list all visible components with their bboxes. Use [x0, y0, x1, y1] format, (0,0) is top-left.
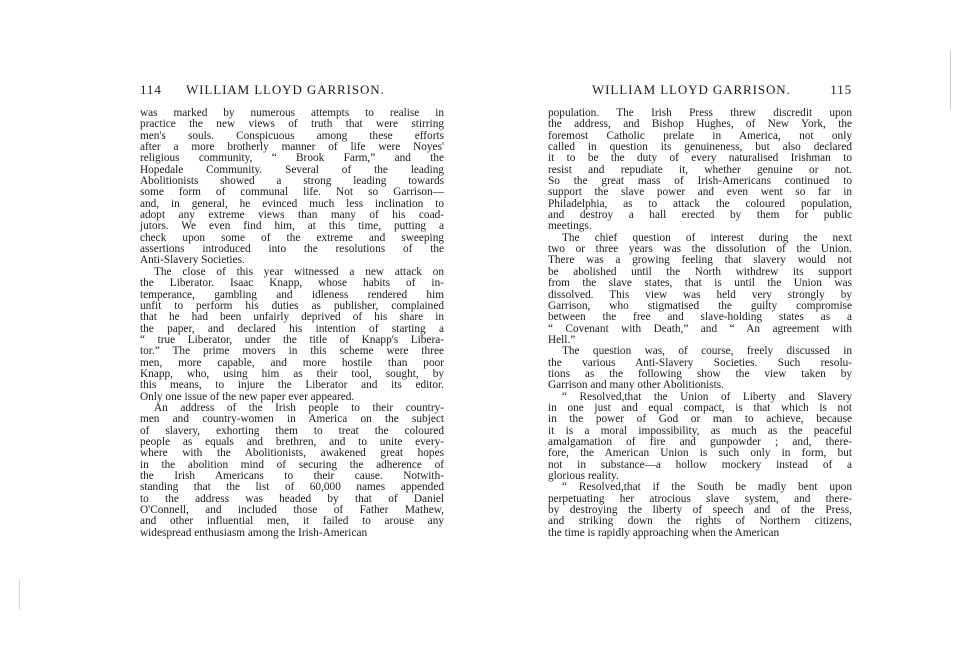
- text-line: tor.” The prime movers in this scheme were three: [140, 345, 444, 358]
- text-line: the paper, and declared his intention of starting a: [140, 322, 444, 335]
- text-line: “ Resolved,that if the South be madly bent upon: [562, 481, 852, 494]
- text-line: by destroying the liberty of speech and of the Press,: [548, 504, 852, 517]
- text-line: Philadelphia, as to attack the coloured population,: [548, 197, 852, 210]
- text-line: two or three years was the dissolution of the Union.: [548, 243, 852, 256]
- text-line: support the slave power and even went so far in: [548, 186, 852, 199]
- text-line: “ Covenant with Death,” and “ An agreement with: [548, 322, 852, 335]
- text-line: The chief question of interest during the next: [562, 231, 852, 244]
- text-line: practice the new views of truth that were stirring: [140, 118, 444, 131]
- right-page-header: [548, 82, 852, 100]
- text-line: men's souls. Conspicuous among these efforts: [140, 129, 444, 142]
- text-line: the various Anti-Slavery Societies. Such resolu-: [548, 356, 852, 369]
- text-line: it is a moral impossibility, as much as the peaceful: [548, 424, 852, 437]
- text-line: There was a growing feeling that slavery would not: [548, 254, 852, 267]
- text-line: Garrison, who stigmatised the guilty compromise: [548, 299, 852, 312]
- text-line: was marked by numerous attempts to realise in: [140, 107, 444, 119]
- text-line: Anti-Slavery Societies.: [140, 254, 245, 267]
- page-number: 115: [830, 82, 852, 97]
- left-page-header: [140, 82, 444, 100]
- text-line: adopt any extreme views than many of his coad-: [140, 209, 444, 222]
- text-line: Only one issue of the new paper ever appeared.: [140, 390, 355, 403]
- running-head: WILLIAM LLOYD GARRISON.: [592, 82, 791, 97]
- text-line: people as equals and brethren, and to unite every-: [140, 435, 444, 448]
- text-line: in the abolition mind of securing the adherence of: [140, 458, 444, 471]
- text-line: and other influential men, it failed to arouse any: [140, 515, 444, 528]
- text-line: the Liberator. Isaac Knapp, whose habits of in-: [140, 277, 444, 290]
- text-line: fore, the American Union is such only in form, but: [548, 447, 852, 460]
- text-line: check upon some of the extreme and sweeping: [140, 231, 444, 244]
- text-line: to the address was headed by that of Daniel: [140, 492, 444, 505]
- text-line: standing that the list of 60,000 names appended: [140, 481, 444, 494]
- text-line: the address, and Bishop Hughes, of New York, the: [548, 118, 852, 131]
- text-line: “ Resolved,that the Union of Liberty and Slavery: [562, 390, 852, 403]
- text-line: religious community, “ Brook Farm,” and the: [140, 152, 444, 165]
- text-line: and striking down the rights of Northern citizens,: [548, 515, 852, 528]
- text-line: some form of communal life. Not so Garrison—: [140, 186, 444, 199]
- text-line: dissolved. This view was held very strongly by: [548, 288, 852, 301]
- text-line: in one just and equal compact, is that which is not: [548, 401, 852, 414]
- text-line: where with the Abolitionists, awakened great hopes: [140, 447, 444, 460]
- text-line: the time is rapidly approaching when the American: [548, 526, 780, 539]
- text-line: O'Connell, and included those of Father Mathew,: [140, 504, 444, 517]
- left-page-body: [140, 108, 444, 539]
- margin-speck: [950, 50, 951, 110]
- text-line: of slavery, exhorting them to treat the coloured: [140, 424, 444, 437]
- text-line: after a more brotherly manner of life were Noyes': [140, 141, 444, 154]
- text-line: So the great mass of Irish-Americans continued to: [548, 175, 852, 188]
- text-line: The close of this year witnessed a new attack on: [154, 265, 444, 278]
- text-line: foremost Catholic prelate in America, not only: [548, 129, 852, 142]
- text-line: from the slave states, that is until the Union was: [548, 277, 852, 290]
- text-line: not in substance—a hollow mockery instead of a: [548, 458, 852, 471]
- page-number: 114: [140, 82, 162, 97]
- text-line: the Irish Americans to their cause. Notwith-: [140, 470, 444, 482]
- text-line: that he had been unfairly deprived of his share in: [140, 311, 444, 324]
- text-line: The question was, of course, freely discussed in: [562, 345, 852, 358]
- text-line: Abolitionists showed a strong leading towards: [140, 175, 444, 188]
- text-line: population. The Irish Press threw discredit upon: [548, 107, 852, 119]
- text-line: meetings.: [548, 220, 592, 233]
- running-head: WILLIAM LLOYD GARRISON.: [186, 82, 385, 97]
- text-line: this means, to injure the Liberator and its editor.: [140, 379, 444, 392]
- text-line: unfit to perform his duties as publisher, complained: [140, 299, 444, 312]
- text-line: assertions introduced into the resolutions of the: [140, 243, 444, 256]
- text-line: “ true Liberator, under the title of Knapp's Libera-: [140, 333, 444, 346]
- text-line: it to be the duty of every naturalised Irishman to: [548, 152, 852, 165]
- text-line: Hell.”: [548, 333, 576, 346]
- text-line: and destroy a hall erected by them for public: [548, 209, 852, 222]
- text-line: be abolished until the North withdrew its support: [548, 265, 852, 278]
- text-line: called in question its genuineness, but also declared: [548, 141, 852, 154]
- text-line: tions as the following show the view taken by: [548, 367, 852, 380]
- text-line: widespread enthusiasm among the Irish-American: [140, 526, 368, 539]
- text-line: An address of the Irish people to their country-: [154, 401, 444, 414]
- text-line: perpetuating her atrocious slave system, and there-: [548, 492, 852, 505]
- text-line: temperance, gambling and idleness rendered him: [140, 288, 444, 301]
- text-line: jutors. We even find him, at this time, putting a: [140, 220, 444, 233]
- text-line: glorious reality.: [548, 470, 619, 482]
- text-line: Knapp, who, using him as their tool, sought, by: [140, 367, 444, 380]
- text-line: Hopedale Community. Several of the leading: [140, 163, 444, 176]
- text-line: Garrison and many other Abolitionists.: [548, 379, 725, 392]
- text-line: in the power of God or man to achieve, because: [548, 413, 852, 426]
- margin-speck: [19, 580, 20, 610]
- text-line: resist and repudiate it, whether genuine or not.: [548, 163, 852, 176]
- text-line: men, more capable, and more hostile than poor: [140, 356, 444, 369]
- right-page-body: [548, 108, 852, 539]
- text-line: men and country-women in America on the subject: [140, 413, 444, 426]
- text-line: amalgamation of fire and gunpowder ; and, there-: [548, 435, 852, 448]
- text-line: between the free and slave-holding states as a: [548, 311, 852, 324]
- text-line: and, in general, he evinced much less inclination to: [140, 197, 444, 210]
